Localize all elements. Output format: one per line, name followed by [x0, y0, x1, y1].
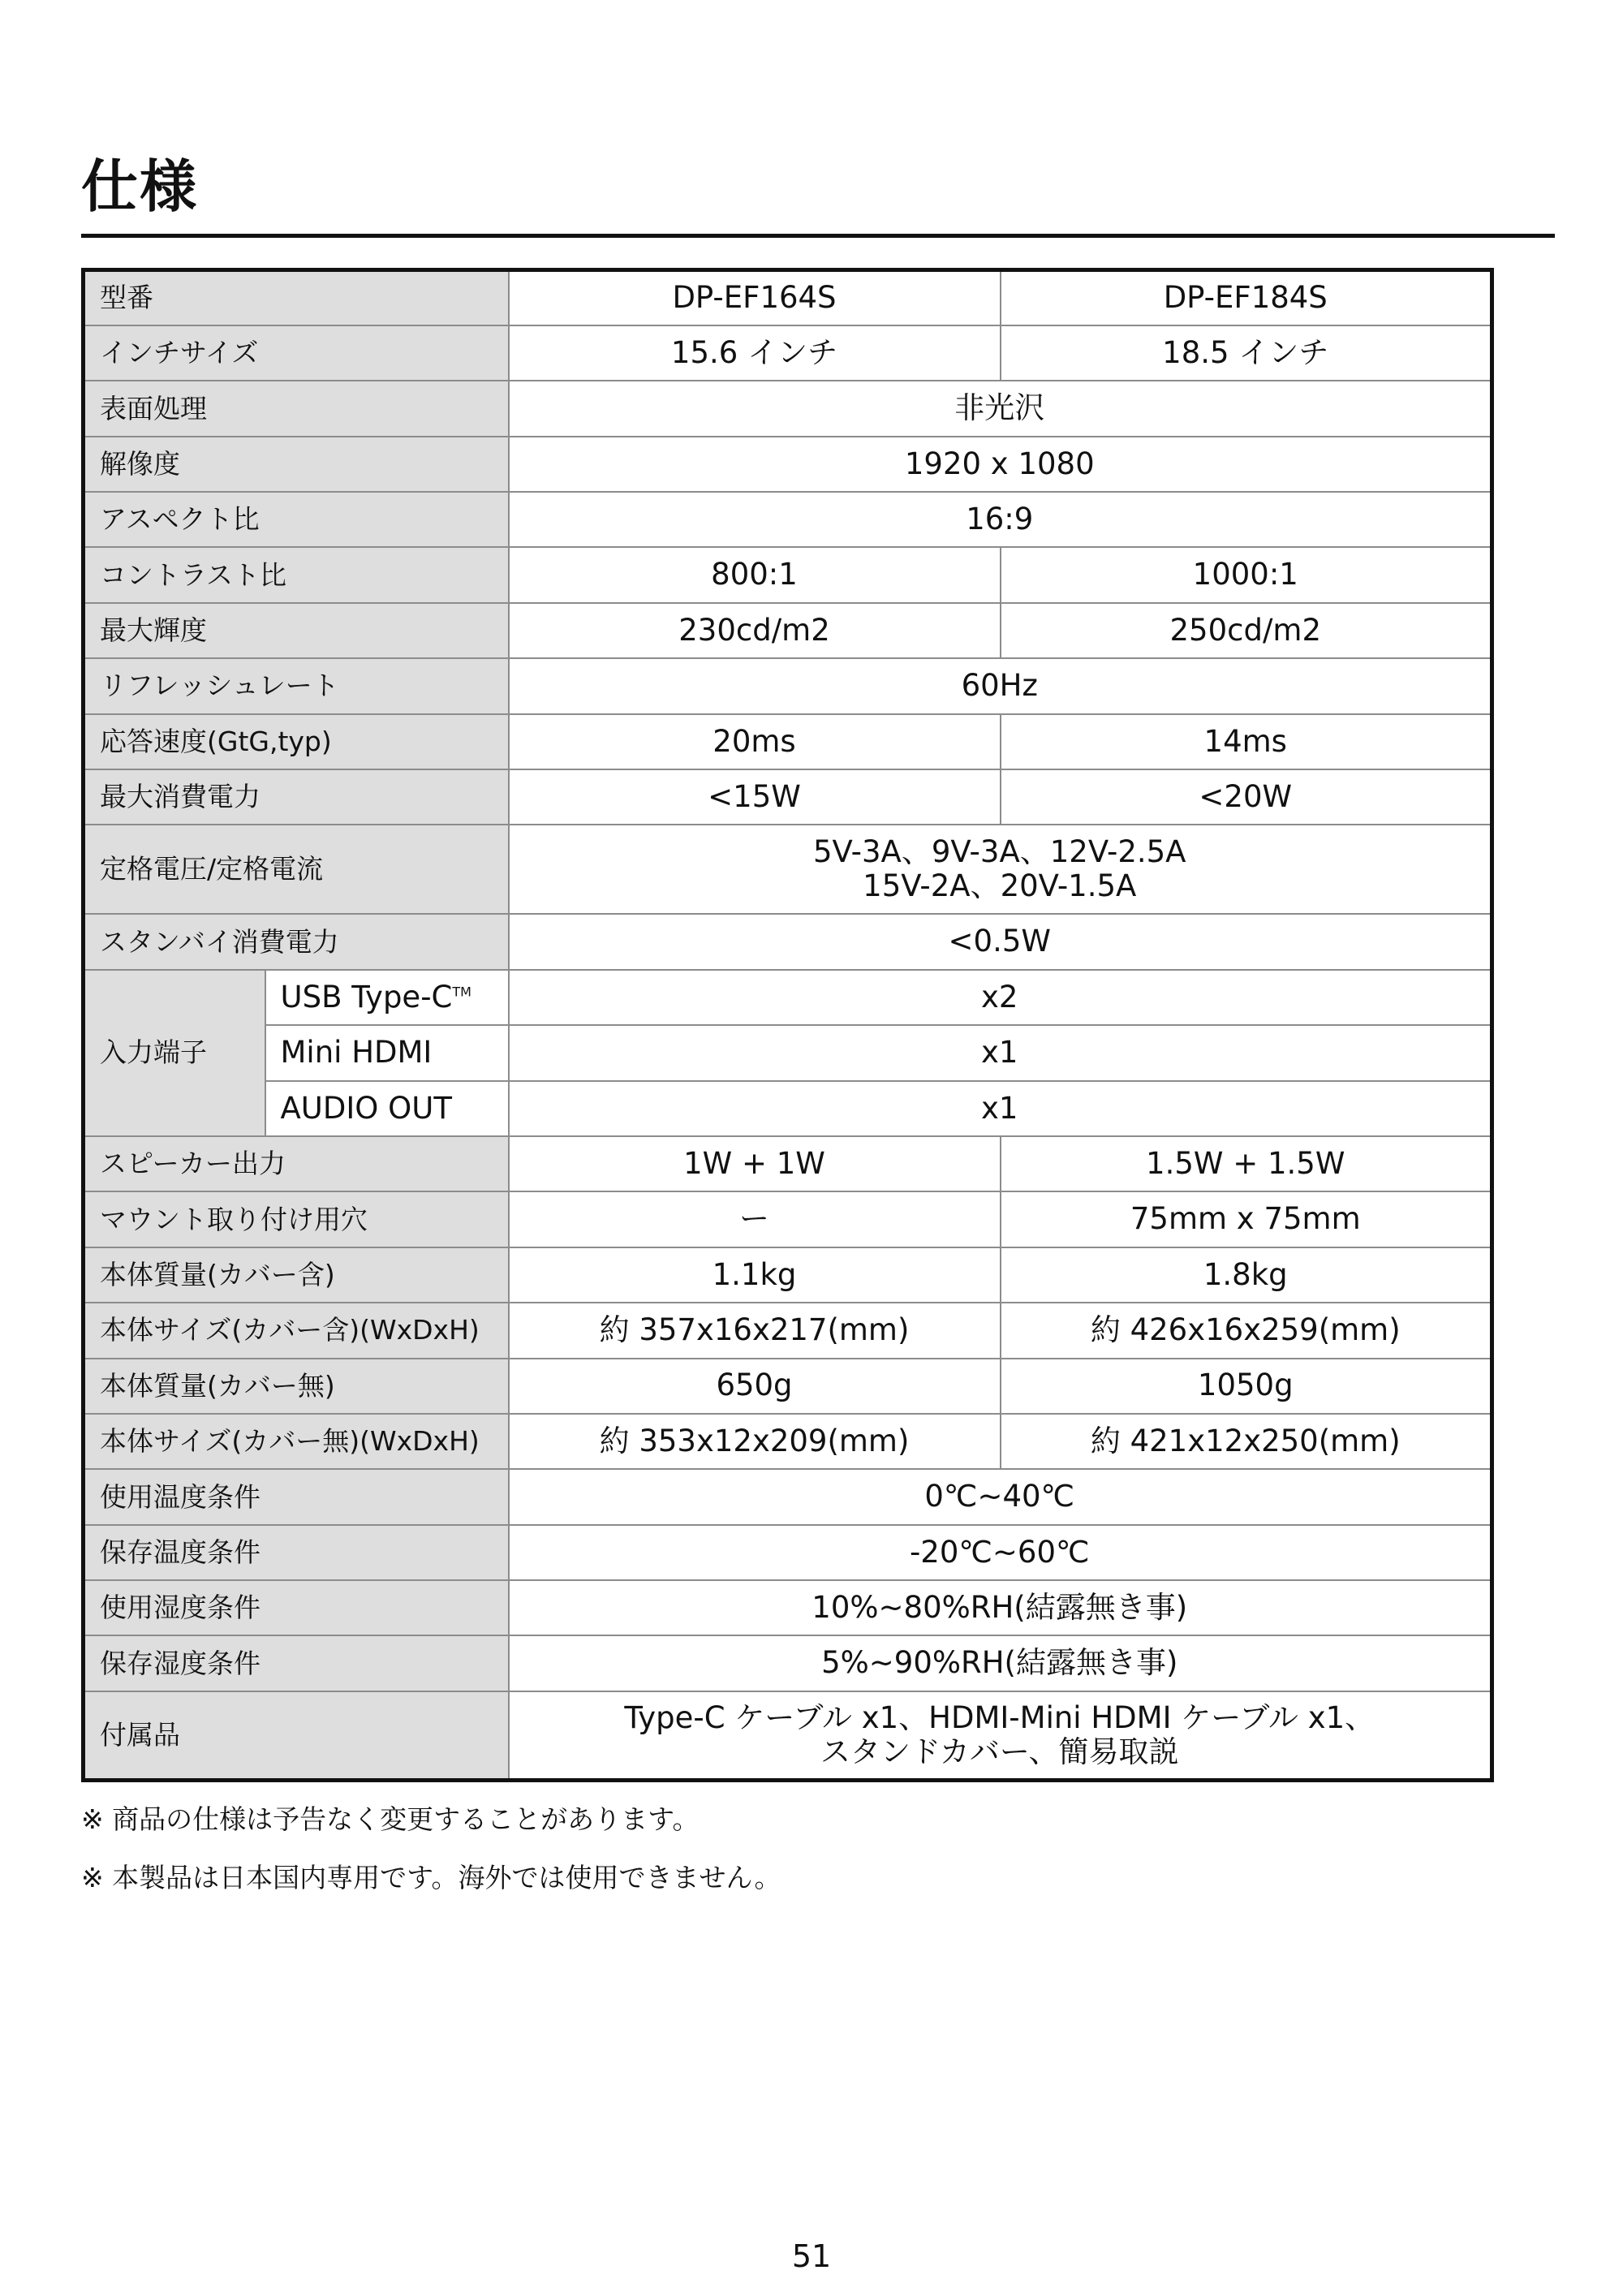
port-name-text: USB Type-C: [280, 979, 453, 1014]
spec-value-a: <15W: [509, 769, 1001, 825]
spec-value-b: 1050g: [1001, 1359, 1492, 1414]
spec-value-a: 800:1: [509, 547, 1001, 602]
spec-label: 使用温度条件: [84, 1469, 509, 1524]
spec-row-refresh: [84, 658, 1492, 713]
spec-label: 本体質量(カバー含): [84, 1247, 509, 1303]
spec-row-standby: [84, 914, 1492, 969]
spec-value: 60Hz: [509, 658, 1492, 713]
spec-row-model: [84, 270, 1492, 325]
spec-value-b: 1000:1: [1001, 547, 1492, 602]
spec-value: 非光沢: [509, 381, 1492, 436]
spec-label: 定格電圧/定格電流: [84, 825, 509, 914]
spec-value-a: 1W + 1W: [509, 1136, 1001, 1191]
spec-value: 0℃~40℃: [509, 1469, 1492, 1524]
spec-label: スタンバイ消費電力: [84, 914, 509, 969]
page-title: 仕様: [81, 153, 198, 220]
spec-value-a: 1.1kg: [509, 1247, 1001, 1303]
spec-value: [509, 1691, 1492, 1781]
spec-row-weight-nocover: [84, 1359, 1492, 1414]
spec-value: 10%~80%RH(結露無き事): [509, 1580, 1492, 1635]
spec-value-a: 230cd/m2: [509, 603, 1001, 658]
spec-value-b: 1.5W + 1.5W: [1001, 1136, 1492, 1191]
spec-value-b: 75mm x 75mm: [1001, 1191, 1492, 1247]
spec-row-inch: [84, 325, 1492, 381]
spec-value-line: Type-C ケーブル x1、HDMI-Mini HDMI ケーブル x1、: [624, 1699, 1375, 1735]
title-underline: [81, 234, 1555, 238]
spec-row-brightness: [84, 603, 1492, 658]
footnote: ※ 商品の仕様は予告なく変更することがあります。: [81, 1803, 700, 1835]
spec-value-a: DP-EF164S: [509, 270, 1001, 325]
spec-value: x1: [509, 1025, 1492, 1080]
spec-value-b: 約 421x12x250(mm): [1001, 1414, 1492, 1469]
spec-label: 最大輝度: [84, 603, 509, 658]
spec-label: 型番: [84, 270, 509, 325]
spec-row-st-temp: [84, 1525, 1492, 1580]
spec-row-accessories: [84, 1691, 1492, 1781]
spec-row-weight-cover: [84, 1247, 1492, 1303]
spec-value: 5%~90%RH(結露無き事): [509, 1635, 1492, 1691]
spec-row-max-power: [84, 769, 1492, 825]
spec-row-surface: [84, 381, 1492, 436]
spec-value-a: 約 357x16x217(mm): [509, 1303, 1001, 1358]
spec-value-a: 15.6 インチ: [509, 325, 1001, 381]
spec-label: リフレッシュレート: [84, 658, 509, 713]
spec-value: x1: [509, 1081, 1492, 1136]
spec-value: x2: [509, 970, 1492, 1025]
spec-value-b: 約 426x16x259(mm): [1001, 1303, 1492, 1358]
spec-value-b: <20W: [1001, 769, 1492, 825]
spec-label: インチサイズ: [84, 325, 509, 381]
spec-value-a: 20ms: [509, 714, 1001, 769]
spec-label: スピーカー出力: [84, 1136, 509, 1191]
spec-label: 表面処理: [84, 381, 509, 436]
spec-row-aspect: [84, 492, 1492, 547]
spec-row-size-nocover: [84, 1414, 1492, 1469]
spec-row-contrast: [84, 547, 1492, 602]
spec-row-port-minihdmi: [84, 1025, 1492, 1080]
spec-value-line: 5V-3A、9V-3A、12V-2.5A: [812, 834, 1186, 869]
spec-table: [81, 268, 1494, 1782]
spec-label: 保存湿度条件: [84, 1635, 509, 1691]
spec-label: 保存温度条件: [84, 1525, 509, 1580]
spec-label: コントラスト比: [84, 547, 509, 602]
spec-label: 応答速度(GtG,typ): [84, 714, 509, 769]
spec-value-b: 14ms: [1001, 714, 1492, 769]
spec-row-response: [84, 714, 1492, 769]
port-name: [265, 970, 509, 1025]
spec-label: 本体質量(カバー無): [84, 1359, 509, 1414]
spec-row-resolution: [84, 437, 1492, 492]
spec-value: 1920 x 1080: [509, 437, 1492, 492]
spec-row-size-cover: [84, 1303, 1492, 1358]
footnotes: [81, 1803, 781, 1923]
spec-label: 付属品: [84, 1691, 509, 1781]
spec-value-a: ー: [509, 1191, 1001, 1247]
spec-value-a: 650g: [509, 1359, 1001, 1414]
trademark-mark: TM: [452, 984, 471, 1000]
port-name: Mini HDMI: [265, 1025, 509, 1080]
spec-row-port-audio: [84, 1081, 1492, 1136]
spec-value-a: 約 353x12x209(mm): [509, 1414, 1001, 1469]
spec-value-b: 18.5 インチ: [1001, 325, 1492, 381]
spec-value-b: DP-EF184S: [1001, 270, 1492, 325]
spec-value-line: スタンドカバー、簡易取説: [820, 1734, 1179, 1770]
spec-label: 入力端子: [84, 970, 265, 1136]
spec-label: マウント取り付け用穴: [84, 1191, 509, 1247]
spec-value-b: 250cd/m2: [1001, 603, 1492, 658]
spec-label: 本体サイズ(カバー無)(WxDxH): [84, 1414, 509, 1469]
spec-row-op-hum: [84, 1580, 1492, 1635]
spec-value-b: 1.8kg: [1001, 1247, 1492, 1303]
port-name: AUDIO OUT: [265, 1081, 509, 1136]
spec-row-rating: [84, 825, 1492, 914]
spec-label: 最大消費電力: [84, 769, 509, 825]
spec-label: 使用湿度条件: [84, 1580, 509, 1635]
footnote: ※ 本製品は日本国内専用です。海外では使用できません。: [81, 1862, 781, 1893]
spec-label: アスペクト比: [84, 492, 509, 547]
spec-row-mount: [84, 1191, 1492, 1247]
spec-value: <0.5W: [509, 914, 1492, 969]
spec-label: 本体サイズ(カバー含)(WxDxH): [84, 1303, 509, 1358]
spec-label: 解像度: [84, 437, 509, 492]
spec-value: -20℃~60℃: [509, 1525, 1492, 1580]
page-number: 51: [791, 2238, 832, 2274]
spec-row-op-temp: [84, 1469, 1492, 1524]
spec-value: [509, 825, 1492, 914]
spec-row-st-hum: [84, 1635, 1492, 1691]
spec-row-speaker: [84, 1136, 1492, 1191]
spec-value-line: 15V-2A、20V-1.5A: [863, 868, 1137, 904]
spec-row-port-usbc: [84, 970, 1492, 1025]
spec-value: 16:9: [509, 492, 1492, 547]
